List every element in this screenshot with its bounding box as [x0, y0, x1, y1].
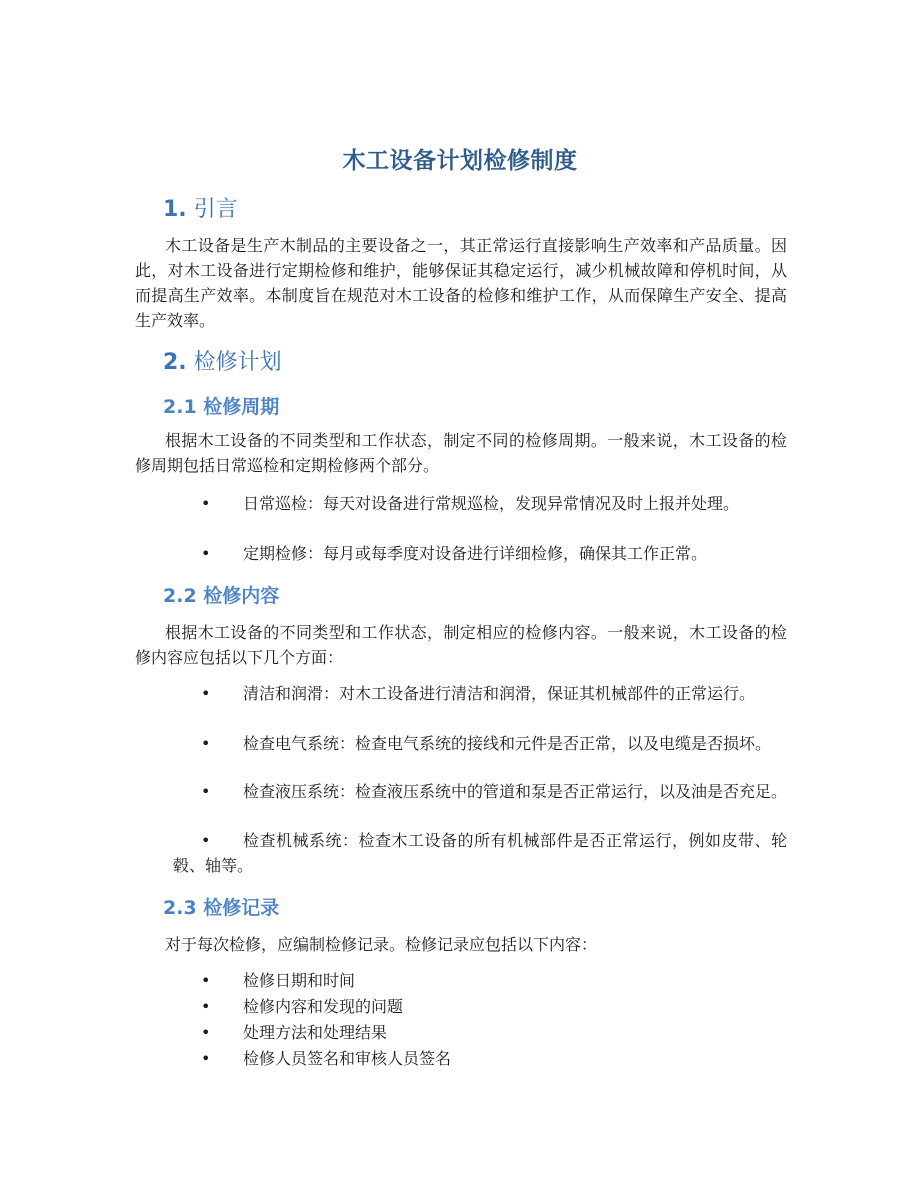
- bullet-icon: •: [201, 997, 211, 1016]
- bullet-icon: •: [201, 734, 211, 753]
- list-item-text: 检修人员签名和审核人员签名: [243, 1049, 452, 1068]
- list-item: [163, 541, 787, 566]
- subsection-heading-maintenance-cycle: 2.1 检修周期: [163, 396, 280, 418]
- list-item: [163, 491, 787, 516]
- bullet-icon: •: [201, 782, 211, 801]
- section-title: 引言: [193, 197, 238, 222]
- bullet-icon: •: [201, 1049, 211, 1068]
- list-item: [163, 994, 787, 1019]
- list-item: [163, 968, 787, 993]
- list-item-text: 日常巡检：每天对设备进行常规巡检，发现异常情况及时上报并处理。: [243, 494, 740, 513]
- list-item-text: 检查机械系统：检查木工设备的所有机械部件是否正常运行，例如皮带、轮毂、轴等。: [173, 831, 787, 875]
- list-item: [163, 1020, 787, 1045]
- document-title: 木工设备计划检修制度: [342, 148, 578, 174]
- list-item-text: 检查电气系统：检查电气系统的接线和元件是否正常，以及电缆是否损坏。: [243, 734, 772, 753]
- list-item: [163, 681, 787, 706]
- list-item-text: 清洁和润滑：对木工设备进行清洁和润滑，保证其机械部件的正常运行。: [243, 684, 756, 703]
- bullet-icon: •: [201, 971, 211, 990]
- section-number: 1.: [163, 197, 187, 222]
- section-number: 2.: [163, 350, 187, 375]
- bullet-icon: •: [201, 1023, 211, 1042]
- maintenance-records-paragraph: 对于每次检修，应编制检修记录。检修记录应包括以下内容：: [165, 935, 598, 954]
- list-item-text: 定期检修：每月或每季度对设备进行详细检修，确保其工作正常。: [243, 544, 708, 563]
- section-heading-maintenance-plan: [163, 345, 282, 376]
- list-item: [163, 731, 787, 756]
- subsection-heading-maintenance-records: 2.3 检修记录: [163, 897, 280, 919]
- list-item-text: 检查液压系统：检查液压系统中的管道和泵是否正常运行，以及油是否充足。: [243, 782, 788, 801]
- section-heading-introduction: [163, 192, 238, 223]
- introduction-paragraph: 木工设备是生产木制品的主要设备之一，其正常运行直接影响生产效率和产品质量。因此，对木工设备进行定期检修和维护，能够保证其稳定运行，减少机械故障和停机时间，从而提高生产效率。本制度旨在规范对木工设备的检修和维护工作，从而保障生产安全、提高生产效率。: [135, 236, 787, 330]
- subsection-heading-maintenance-content: 2.2 检修内容: [163, 585, 280, 607]
- bullet-icon: •: [201, 494, 211, 513]
- list-item: [163, 1046, 787, 1071]
- maintenance-content-paragraph: 根据木工设备的不同类型和工作状态，制定相应的检修内容。一般来说，木工设备的检修内容应包括以下几个方面：: [135, 623, 787, 667]
- bullet-icon: •: [201, 544, 211, 563]
- bullet-icon: •: [201, 684, 211, 703]
- section-title: 检修计划: [193, 350, 282, 375]
- maintenance-cycle-paragraph: 根据木工设备的不同类型和工作状态，制定不同的检修周期。一般来说，木工设备的检修周期包括日常巡检和定期检修两个部分。: [135, 431, 787, 475]
- list-item-text: 处理方法和处理结果: [243, 1023, 388, 1042]
- list-item: [163, 779, 787, 804]
- list-item-text: 检修日期和时间: [243, 971, 356, 990]
- list-item: [163, 828, 787, 878]
- bullet-icon: •: [201, 831, 211, 850]
- list-item-text: 检修内容和发现的问题: [243, 997, 404, 1016]
